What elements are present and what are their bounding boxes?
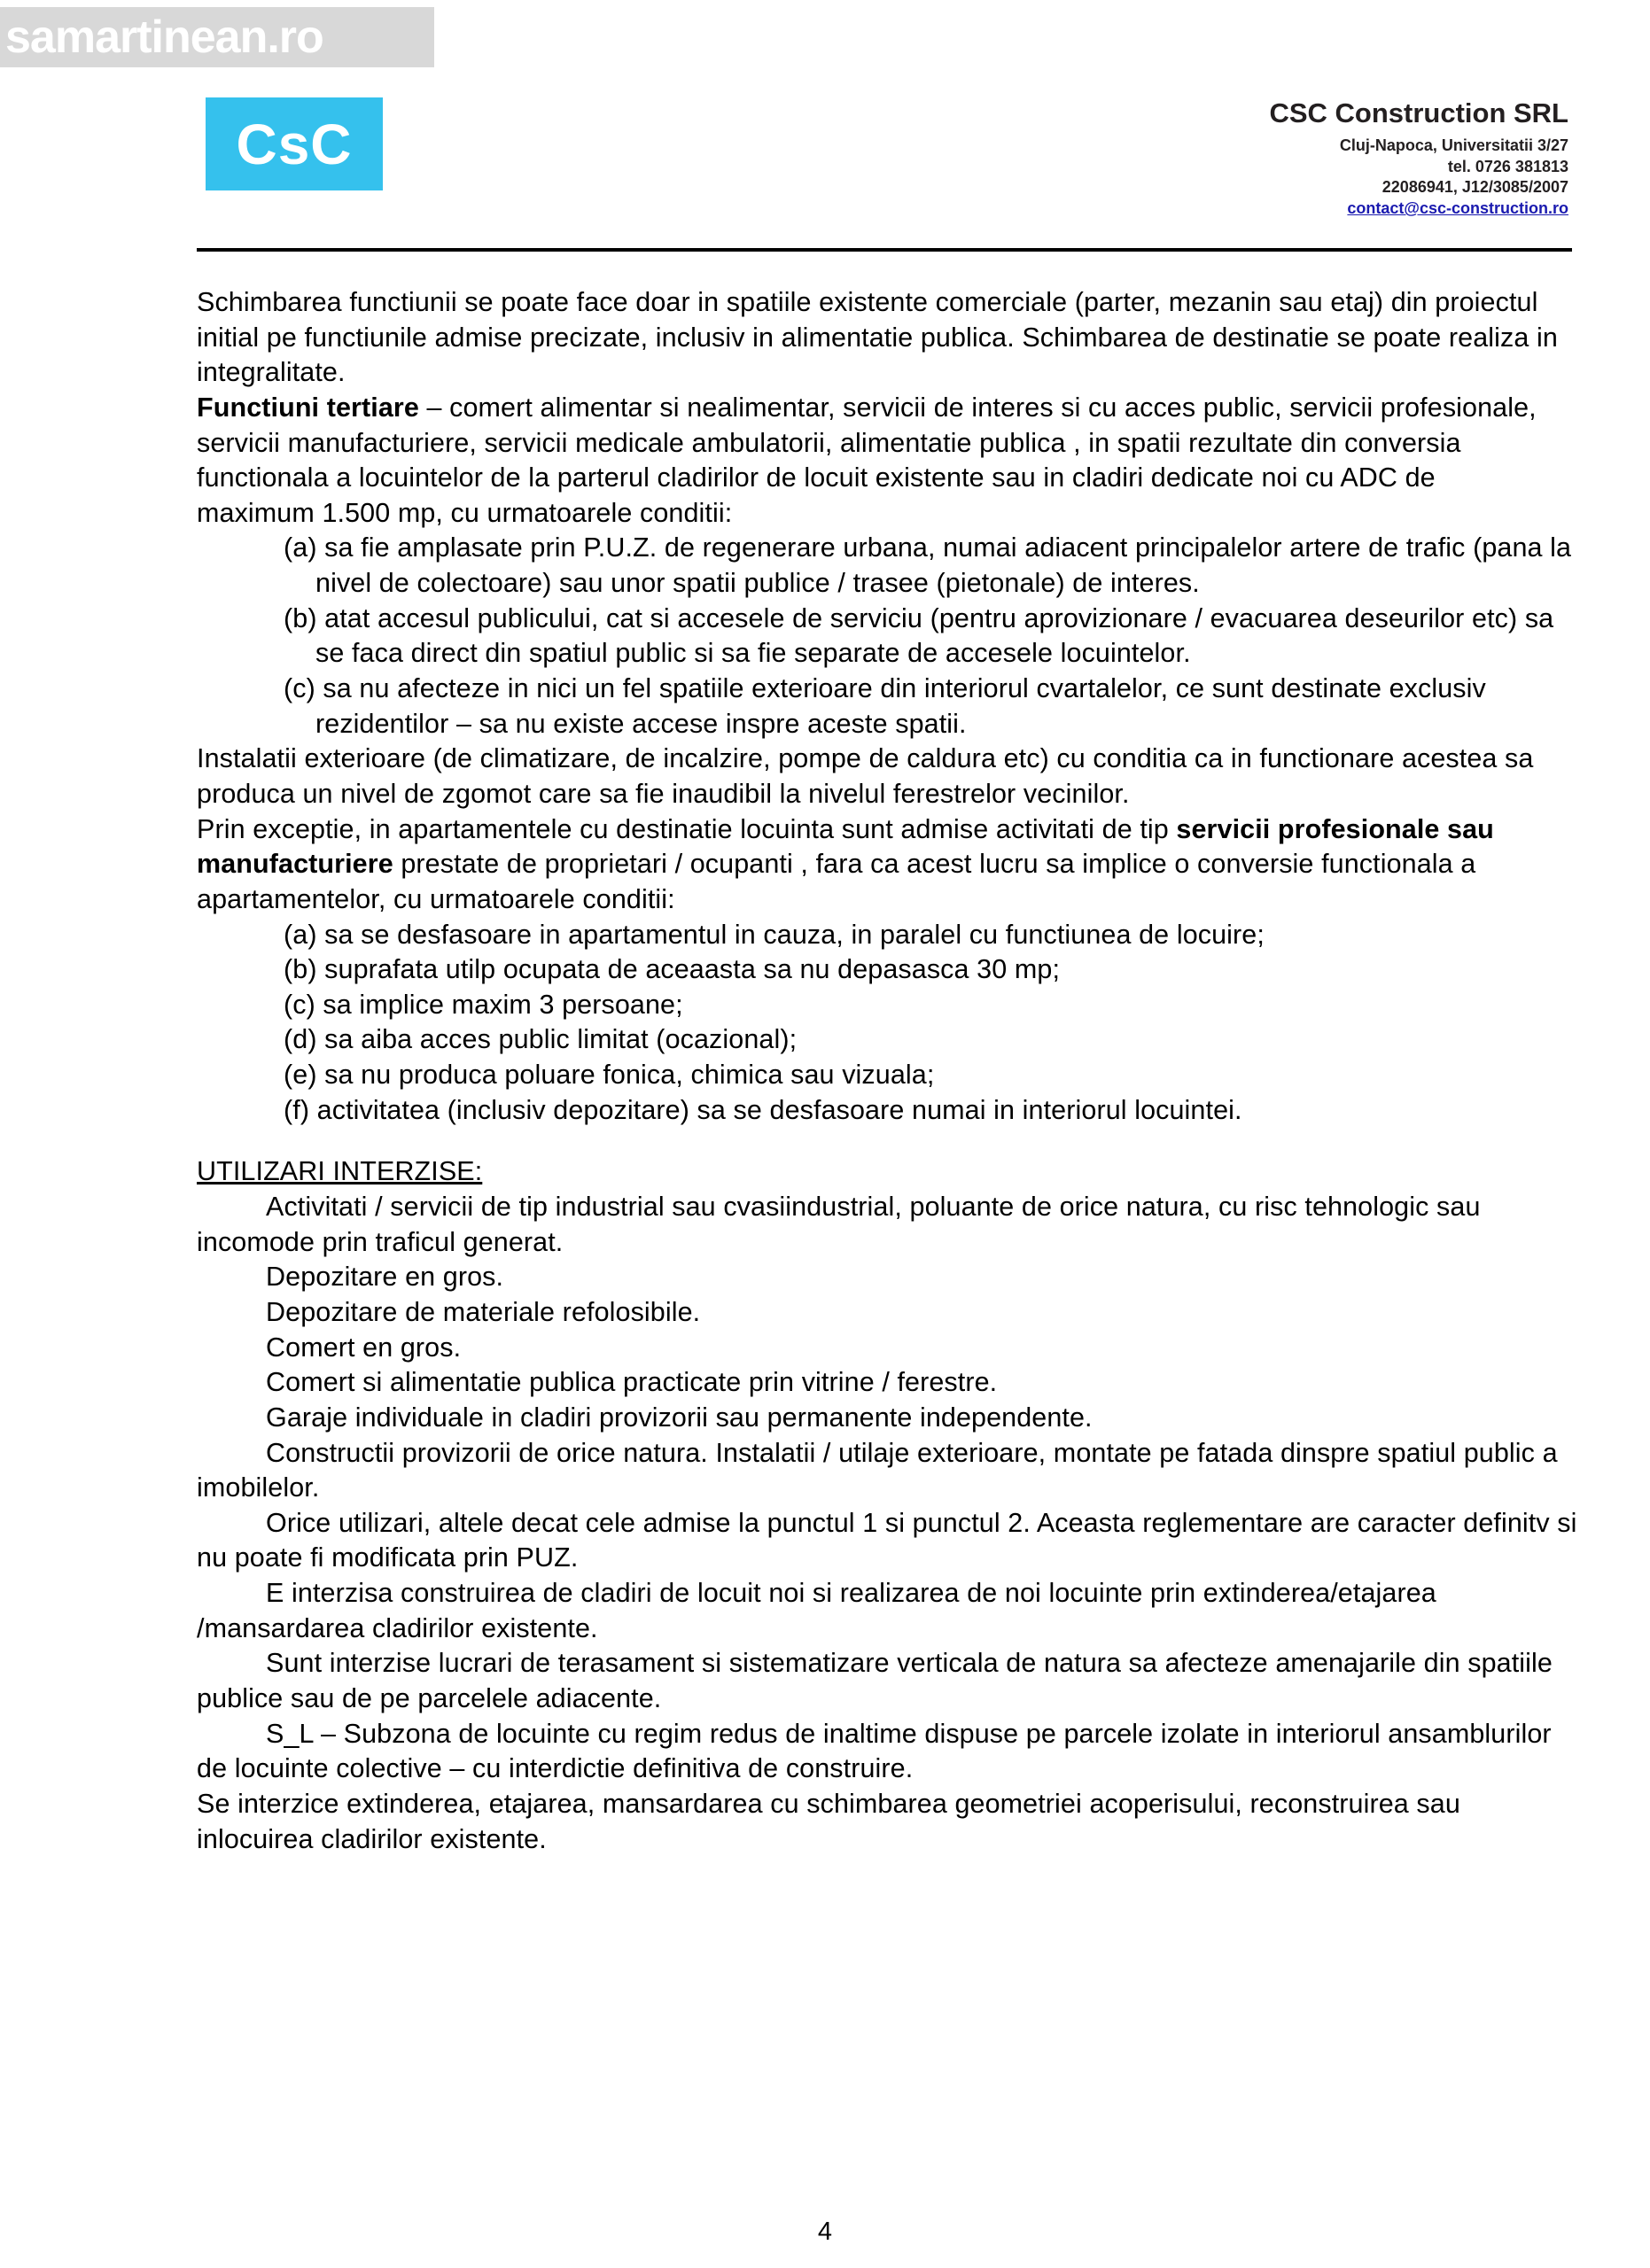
- company-address: Cluj-Napoca, Universitatii 3/27: [1339, 136, 1568, 154]
- paragraph-prin-exceptie: [197, 812, 1579, 918]
- company-contact-block: [1269, 96, 1568, 220]
- paragraph-comert-vitrine: Comert si alimentatie publica practicate prin vitrine / ferestre.: [266, 1367, 998, 1398]
- list-item: (d) sa aiba acces public limitat (ocazional);: [284, 1024, 798, 1055]
- list-item: (b) atat accesul publicului, cat si accesele de serviciu (pentru aprovizionare / evacuarea deseurilor etc) sa se faca direct din spatiul public si sa fie separate de accesele locuintelor.: [284, 602, 1554, 669]
- paragraph-lucrari-terasament: Sunt interzise lucrari de terasament si sistematizare verticala de natura sa afecteze amenajarile din spatiile publice sau de pe parcelele adiacente.: [197, 1648, 1553, 1713]
- paragraph-schimbarea-functiunii: Schimbarea functiunii se poate face doar in spatiile existente comerciale (parter, mezanin sau etaj) din proiectul initial pe functiunile admise precizate, inclusiv in alimentatie publica. Schimbarea de destinatie se poate realiza in integralitate.: [197, 287, 1558, 388]
- paragraph-functiuni-tertiare: [197, 391, 1579, 496]
- section-heading-utilizari-interzise: UTILIZARI INTERZISE:: [197, 1156, 483, 1187]
- paragraph-activitati-industriale: Activitati / servicii de tip industrial sau cvasiindustrial, poluante de orice natura, cu risc tehnologic sau incomode prin traficul generat.: [197, 1192, 1481, 1257]
- paragraph-subzona-locuinte: S_L – Subzona de locuinte cu regim redus de inaltime dispuse pe parcele izolate in interiorul ansamblurilor de locuinte colective – cu interdictie definitiva de construire.: [197, 1718, 1552, 1784]
- spacer: [197, 1128, 1579, 1154]
- conditions-list-tertiare: [197, 531, 1579, 742]
- paragraph-instalatii-exterioare: Instalatii exterioare (de climatizare, de incalzire, pompe de caldura etc) cu conditia ca in functionare acestea sa produca un nivel de zgomot care sa fie inaudibil la nivelul ferestrelor vecinilor.: [197, 743, 1534, 809]
- company-logo: [206, 97, 383, 190]
- document-body: [197, 285, 1579, 1857]
- conditions-list-apartamente: [197, 918, 1579, 1129]
- paragraph-interzisa-construirea: E interzisa construirea de cladiri de locuit noi si realizarea de noi locuinte prin extinderea/etajarea /mansardarea cladirilor existente.: [197, 1578, 1436, 1643]
- company-email-link[interactable]: contact@csc-construction.ro: [1347, 199, 1568, 218]
- prin-exceptie-post: prestate de proprietari / ocupanti , fara ca acest lucru sa implice o conversie functionala a apartamentelor, cu urmatoarele conditii:: [197, 849, 1476, 914]
- paragraph-depozitare-en-gros: Depozitare en gros.: [266, 1262, 504, 1293]
- paragraph-depozitare-materiale: Depozitare de materiale refolosibile.: [266, 1296, 701, 1327]
- paragraph-orice-utilizari: Orice utilizari, altele decat cele admise la punctul 1 si punctul 2. Aceasta reglementare are caracter definitv si nu poate fi modificata prin PUZ.: [197, 1507, 1577, 1573]
- list-item: (b) suprafata utilp ocupata de aceaasta sa nu depasasca 30 mp;: [284, 954, 1061, 985]
- page-number: 4: [817, 2218, 833, 2246]
- company-name: CSC Construction SRL: [1269, 97, 1568, 128]
- paragraph-maximum-adc: maximum 1.500 mp, cu urmatoarele conditii:: [197, 497, 733, 528]
- functiuni-tertiare-text: – comert alimentar si nealimentar, servicii de interes si cu acces public, servicii profesionale, servicii manufacturiere, servicii medicale ambulatorii, alimentatie publica , in spatii rezultate din conversia functionala a locuintelor de la parterul cladirilor de locuit existente sau in cladiri dedicate noi cu ADC de: [197, 392, 1537, 493]
- company-registration: 22086941, J12/3085/2007: [1381, 178, 1568, 197]
- company-phone: tel. 0726 381813: [1447, 157, 1568, 175]
- list-item: (c) sa implice maxim 3 persoane;: [284, 989, 683, 1020]
- list-item: (f) activitatea (inclusiv depozitare) sa se desfasoare numai in interiorul locuintei.: [284, 1094, 1242, 1125]
- watermark: samartinean.ro: [0, 7, 434, 67]
- header-divider: [197, 248, 1572, 252]
- logo-text: CsC: [236, 112, 353, 176]
- list-item: (e) sa nu produca poluare fonica, chimica sau vizuala;: [284, 1060, 935, 1091]
- paragraph-se-interzice-extinderea: Se interzice extinderea, etajarea, mansardarea cu schimbarea geometriei acoperisului, reconstruirea sau inlocuirea cladirilor existente.: [197, 1788, 1460, 1854]
- functiuni-tertiare-heading: Functiuni tertiare: [197, 392, 419, 423]
- paragraph-garaje-individuale: Garaje individuale in cladiri provizorii sau permanente independente.: [266, 1402, 1093, 1433]
- paragraph-constructii-provizorii: Constructii provizorii de orice natura. Instalatii / utilaje exterioare, montate pe fatada dinspre spatiul public a imobilelor.: [197, 1437, 1558, 1503]
- list-item: (a) sa fie amplasate prin P.U.Z. de regenerare urbana, numai adiacent principalelor artere de trafic (pana la nivel de colectoare) sau unor spatii publice / trasee (pietonale) de interes.: [284, 532, 1572, 599]
- list-item: (c) sa nu afecteze in nici un fel spatiile exterioare din interiorul cvartalelor, ce sunt destinate exclusiv rezidentilor – sa nu existe accese inspre aceste spatii.: [284, 673, 1486, 739]
- prin-exceptie-pre: Prin exceptie, in apartamentele cu destinatie locuinta sunt admise activitati de tip: [197, 813, 1177, 844]
- servicii-profesionale-bold: servicii profesionale sau manufacturiere: [197, 813, 1494, 880]
- list-item: (a) sa se desfasoare in apartamentul in cauza, in paralel cu functiunea de locuire;: [284, 919, 1265, 950]
- paragraph-comert-en-gros: Comert en gros.: [266, 1332, 462, 1363]
